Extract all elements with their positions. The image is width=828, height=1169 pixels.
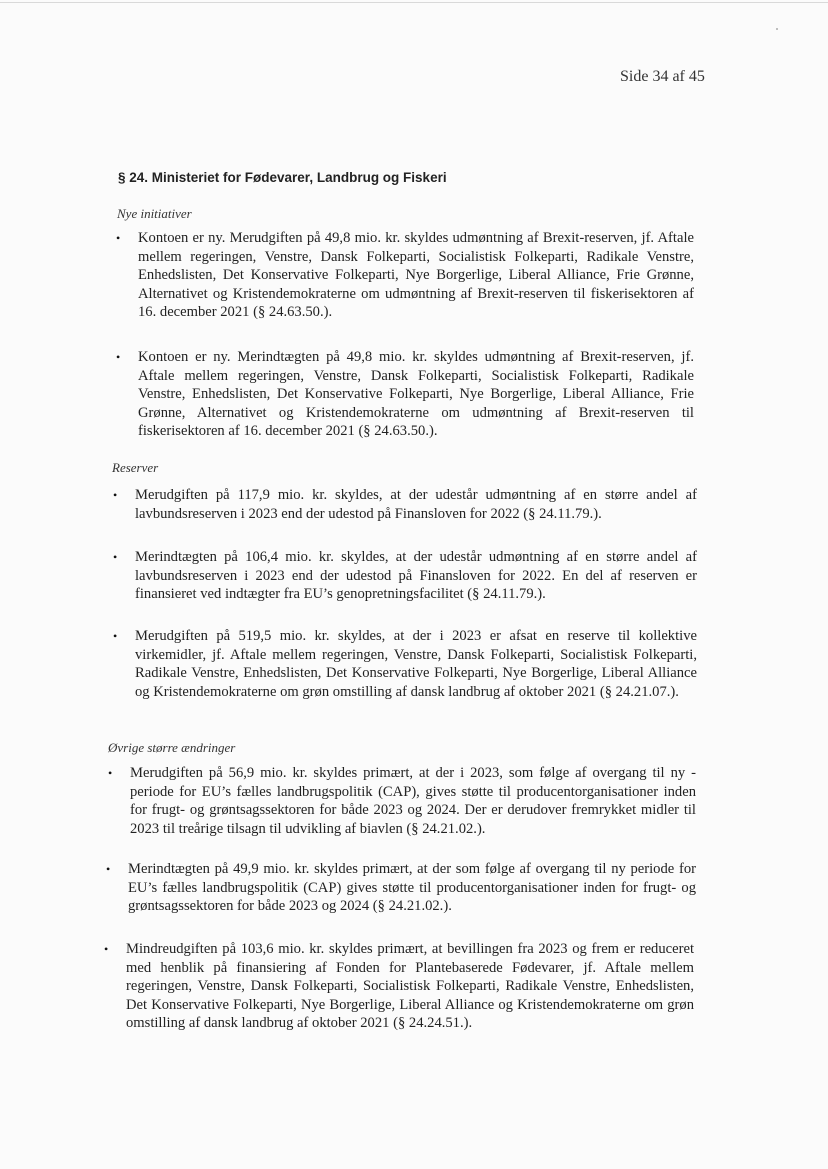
section-heading: § 24. Ministeriet for Fødevarer, Landbrug og Fiskeri — [118, 170, 447, 185]
bullet-icon: • — [113, 488, 118, 502]
bullet-icon: • — [116, 231, 121, 245]
subheading-nye-initiativer: Nye initiativer — [117, 206, 192, 221]
list-item — [104, 940, 694, 1033]
list-item-text: Merudgiften på 117,9 mio. kr. skyldes, at der udestår udmøntning af en større andel af lavbundsreserven i 2023 end der udestod på Finansloven for 2022 (§ 24.11.79.). — [135, 487, 697, 522]
list-item-text: Kontoen er ny. Merudgiften på 49,8 mio. kr. skyldes udmøntning af Brexit-reserven, jf. Aftale mellem regeringen, Venstre, Dansk Folkeparti, Socialistisk Folkeparti, Radikale Venstre, Enhedslisten, Det Konservative Folkeparti, Nye Borgerlige, Liberal Alliance, Frie Grønne, Alternativet og Kristendemokraterne om udmøntning af Brexit-reserven til fiskerisektoren af 16. december 2021 (§ 24.63.50.). — [138, 230, 694, 321]
list-item-text: Merindtægten på 106,4 mio. kr. skyldes, at der udestår udmøntning af en større andel af lavbundsreserven i 2023 end der udestod på Finansloven for 2022. En del af reserven er finansieret ved indtægter fra EU’s genopretningsfacilitet (§ 24.11.79.). — [135, 549, 697, 603]
bullet-icon: • — [113, 550, 118, 564]
list-item-text: Mindreudgiften på 103,6 mio. kr. skyldes primært, at bevillingen fra 2023 og frem er reduceret med henblik på finansiering af Fonden for Plantebaserede Fødevarer, jf. Aftale mellem regeringen, Venstre, Dansk Folkeparti, Socialistisk Folkeparti, Radikale Venstre, Enhedslisten, Det Konservative Folkeparti, Nye Borgerlige, Liberal Alliance og Kristendemokraterne om grøn omstilling af dansk landbrug af oktober 2021 (§ 24.24.51.). — [126, 941, 694, 1032]
list-item — [113, 627, 697, 701]
page-number: Side 34 af 45 — [620, 68, 705, 85]
list-item — [113, 486, 697, 523]
list-item-text: Merudgiften på 519,5 mio. kr. skyldes, at der i 2023 er afsat en reserve til kollektive virkemidler, jf. Aftale mellem regeringen, Venstre, Dansk Folkeparti, Socialistisk Folkeparti, Radikale Venstre, Enhedslisten, Det Konservative Folkeparti, Nye Borgerlige, Liberal Alliance og Kristendemokraterne om grøn omstilling af dansk landbrug af oktober 2021 (§ 24.21.07.). — [135, 628, 697, 700]
bullet-icon: • — [106, 862, 111, 876]
list-item — [108, 764, 696, 838]
list-item-text: Merindtægten på 49,9 mio. kr. skyldes primært, at der som følge af overgang til ny periode for EU’s fælles landbrugspolitik (CAP) gives støtte til producentorganisationer inden for frugt- og grøntsagssektoren for både 2023 og 2024 (§ 24.21.02.). — [128, 861, 696, 915]
scan-speck — [776, 28, 778, 30]
subheading-reserver: Reserver — [112, 460, 159, 475]
list-item-text: Kontoen er ny. Merindtægten på 49,8 mio. kr. skyldes udmøntning af Brexit-reserven, jf. Aftale mellem regeringen, Venstre, Dansk Folkeparti, Socialistisk Folkeparti, Radikale Venstre, Enhedslisten, Det Konservative Folkeparti, Nye Borgerlige, Liberal Alliance, Frie Grønne, Alternativet og Kristendemokraterne om udmøntning af Brexit-reserven til fiskerisektoren af 16. december 2021 (§ 24.63.50.). — [138, 349, 694, 440]
page-top-edge — [0, 2, 828, 3]
subheading-oevrige-stoerre-aendringer: Øvrige større ændringer — [108, 740, 236, 755]
list-item — [113, 548, 697, 604]
list-item — [116, 348, 694, 441]
bullet-icon: • — [108, 766, 113, 780]
bullet-icon: • — [116, 350, 121, 364]
bullet-icon: • — [104, 942, 109, 956]
list-item — [106, 860, 696, 916]
bullet-icon: • — [113, 629, 118, 643]
list-item — [116, 229, 694, 322]
list-item-text: Merudgiften på 56,9 mio. kr. skyldes primært, at der i 2023, som følge af overgang til ny -periode for EU’s fælles landbrugspolitik (CAP), gives støtte til producentorganisationer inden for frugt- og grøntsagssektoren for både 2023 og 2024. Der er derudover fremrykket midler til 2023 til treårige tilsagn til udvikling af biavlen (§ 24.21.02.). — [130, 765, 696, 837]
